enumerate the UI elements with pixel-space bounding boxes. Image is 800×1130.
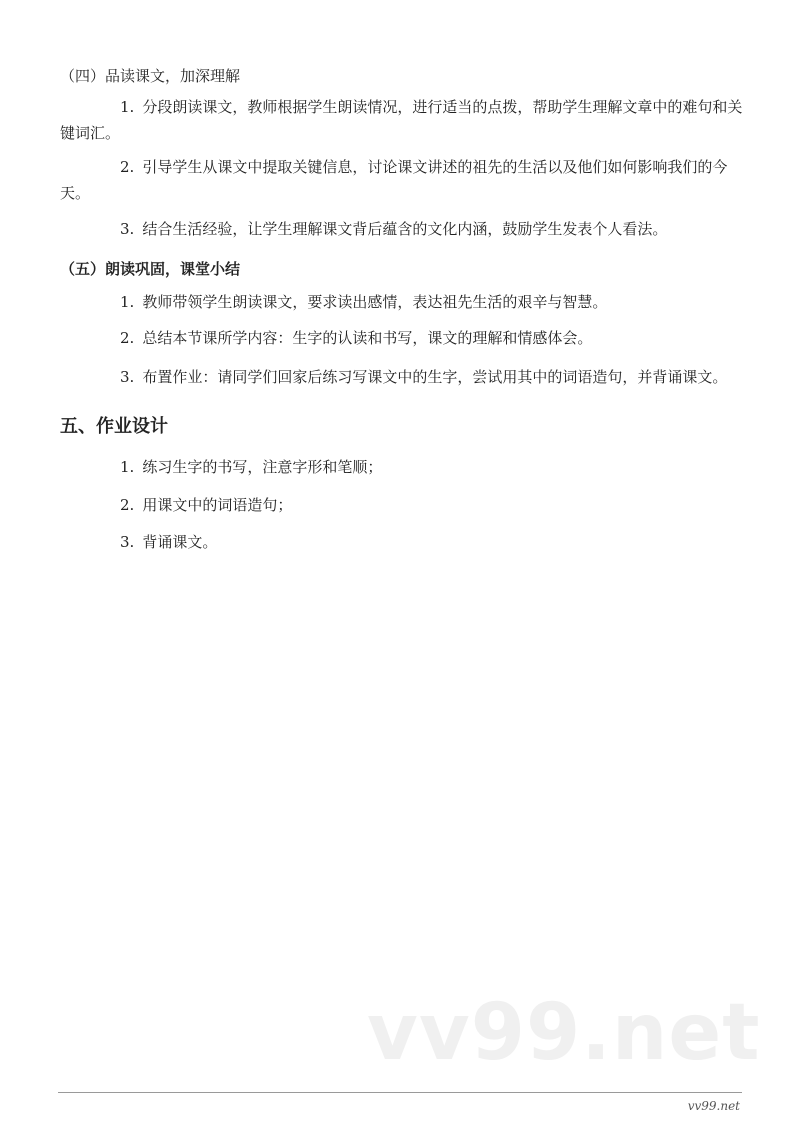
item-number: 1.: [120, 458, 135, 476]
item-text: 总结本节课所学内容：生字的认读和书写，课文的理解和情感体会。: [142, 329, 593, 347]
section-4-item-1: [60, 94, 746, 146]
homework-item-3: [60, 529, 746, 555]
item-number: 1.: [120, 98, 135, 116]
item-text: 练习生字的书写，注意字形和笔顺；: [142, 458, 383, 476]
item-number: 2.: [120, 158, 135, 176]
item-number: 2.: [120, 496, 135, 514]
homework-item-1: [60, 454, 746, 480]
item-text: 用课文中的词语造句；: [142, 496, 293, 514]
section-5-item-2: [60, 325, 746, 351]
section-5-item-1: [60, 289, 746, 315]
section-5-item-3: [60, 364, 746, 390]
item-text: 结合生活经验，让学生理解课文背后蕴含的文化内涵，鼓励学生发表个人看法。: [142, 220, 668, 238]
item-text: 背诵课文。: [142, 533, 218, 551]
item-text: 引导学生从课文中提取关键信息，讨论课文讲述的祖先的生活以及他们如何影响我们的今天。: [60, 158, 728, 202]
section-4-item-3: [60, 216, 746, 242]
item-number: 3.: [120, 220, 135, 238]
item-text: 教师带领学生朗读课文，要求读出感情，表达祖先生活的艰辛与智慧。: [142, 293, 608, 311]
section-5-heading: （五）朗读巩固，课堂小结: [60, 260, 241, 278]
footer-site: vv99.net: [687, 1099, 740, 1113]
item-text: 布置作业：请同学们回家后练习写课文中的生字，尝试用其中的词语造句，并背诵课文。: [142, 368, 728, 386]
item-text: 分段朗读课文，教师根据学生朗读情况，进行适当的点拨，帮助学生理解文章中的难句和关键词汇。: [60, 98, 743, 142]
watermark: vv99.net: [367, 988, 761, 1078]
item-number: 2.: [120, 329, 135, 347]
homework-item-2: [60, 492, 746, 518]
section-4-item-2: [60, 154, 746, 206]
homework-heading: 五、作业设计: [60, 416, 168, 437]
item-number: 3.: [120, 368, 135, 386]
footer-divider: [58, 1092, 742, 1093]
item-number: 1.: [120, 293, 135, 311]
item-number: 3.: [120, 533, 135, 551]
section-4-heading: （四）品读课文，加深理解: [60, 67, 241, 85]
